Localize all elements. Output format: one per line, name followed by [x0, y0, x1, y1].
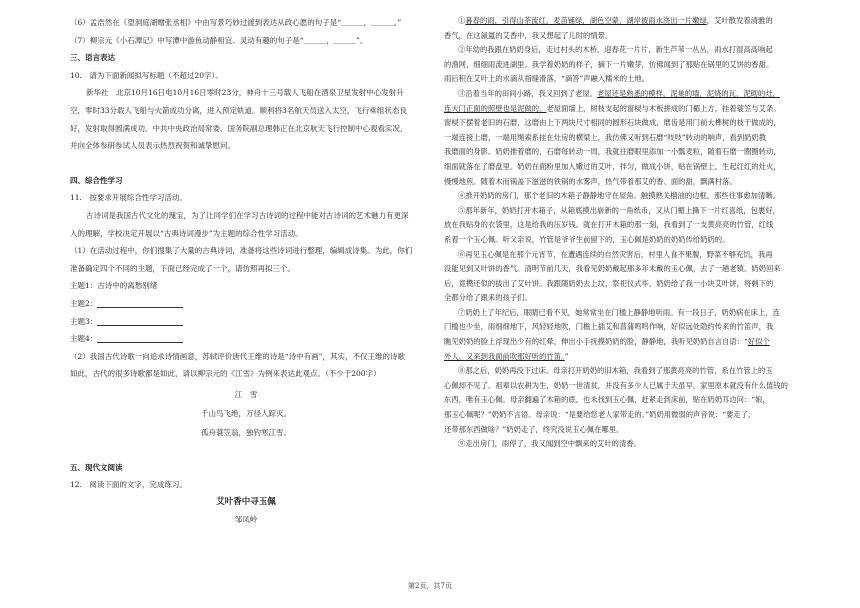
passage-line [444, 72, 816, 87]
paragraph-number: ⑤ [458, 205, 466, 215]
passage-text: 系着一个玉心佩。听父亲说，竹管是爷爷生前留下的，玉心佩是奶奶的奶奶传给奶奶的。 [444, 234, 730, 244]
passage-text: 东西，唯有玉心佩。母亲翻遍了木箱的底，也未找到玉心佩，赶紧走到床前，贴在奶奶耳边问：“娘， [444, 395, 770, 405]
underlined-text: 好似个 [747, 337, 770, 347]
passage-text: 后，竟攒还似的拔出了艾叶饼。我跟随奶奶去上坟，祭祀仪式毕，奶奶给了我一小块艾叶饼，将剩下的 [444, 278, 774, 288]
underlined-text: 连大门正面的照壁也是泥做的。 [444, 103, 547, 113]
essay-title: 艾叶香中寻玉佩 [216, 497, 276, 508]
passage-line [444, 160, 816, 175]
passage-text: 心佩却不见了。祖辈以农耕为生，奶奶一世清贫，并没有多少人已属于天虽早，家里原本就没有什么值钱的 [444, 380, 788, 390]
topic-4-blank[interactable] [97, 332, 183, 343]
passage-text: ，艾叶散发着清雅的 [706, 16, 773, 25]
section-5-heading: 五、现代文阅读 [70, 462, 123, 472]
q11-paragraph-line: 古诗词是我国古代文化的瑰宝，为了让同学们在学习古诗词的过程中能对古诗词的艺术魅力有更深 [86, 210, 409, 220]
passage-line [444, 189, 816, 204]
paragraph-number: ④ [458, 191, 466, 201]
passage-text: 窗棂下摆着老旧的石磨，这磨由上下两块尺寸相同的圆形石块做成，磨齿是用门前大榫树的枝干做成的， [444, 118, 781, 128]
passage-line [444, 29, 816, 44]
passage-line [444, 423, 816, 438]
passage-text: 全都分给了跟来的孩子们。 [444, 293, 532, 303]
question-6: （6）孟浩然在《望洞庭湖赠张丞相》中由写景巧妙过渡到表达从政心愿的句子是“＿＿＿，＿＿＿。” [70, 18, 402, 27]
passage-line [444, 131, 816, 146]
passage-line [444, 320, 816, 335]
underlined-text: 老屋还是熟悉的模样，泥巢的墙，泥烧的瓦，泥砌的灶， [597, 88, 780, 98]
passage-line [444, 291, 816, 306]
poem-line: 孤舟蓑笠翁，独钓寒江雪。 [201, 427, 291, 437]
passage-line [444, 14, 816, 29]
passage-text: 再见玉心佩是在那个元宵节，在遭遇连续的自然灾害后，村里人食不果腹，野菜不够充饥，我再 [465, 249, 773, 259]
passage-text: 细面就落在了磨盘里。奶奶在面粉里加入嫩过的艾叶，拌匀，做成小饼，贴在锅壁上，生起红红的灶火， [444, 161, 781, 171]
topic-2-blank[interactable] [97, 297, 183, 308]
q11-part2-line: （2）我国古代诗歌一向追求诗情画意，苏轼评价唐代王维的诗是“诗中有画”，其实，不仅王维的诗歌 [70, 351, 405, 361]
passage-line [444, 58, 816, 73]
passage-text: 一端连接上磨，一端用绳索系挂在灶房的横梁上，我仿佛又听到石磨“吱吱”转动的响声，看到奶奶教 [444, 132, 767, 142]
passage-line [444, 87, 816, 102]
passage-line [444, 204, 816, 219]
poem-title: 江 雪 [234, 389, 258, 399]
passage-line [444, 277, 816, 292]
q11-part1-line: （1）在活动过程中，你们搜集了大量的古典诗词，准备将这些诗词进行整理，编辑成诗集。为此，你们 [70, 246, 413, 256]
passage-line [444, 350, 816, 365]
news-line: 新华社 北京10月16日电10月16日零时23分，神舟十三号载人飞船在酒泉卫星发射中心发射升 [86, 88, 404, 98]
news-line: 好，发射取得圆满成功。中共中央政治局常委、国务院副总理韩正在北京航天飞行控制中心观看实况， [70, 123, 408, 133]
topic-3-blank[interactable] [97, 315, 183, 326]
topic-3-label: 主题3： [70, 316, 98, 326]
passage-line [444, 175, 816, 190]
paragraph-number: ⑨ [458, 439, 466, 449]
underlined-text: 暮春的雨，引得山茶流红，麦苗铺绿，湖色空蒙，湖岸被雨水浇出一片嫩绿 [465, 16, 707, 25]
passage-text: 我磨面的身影。奶奶推着磨的，石磨每转动一周，我就往磨眼里添加一小瓢麦粒，随着石磨一圈圈转动， [444, 147, 781, 157]
passage-text: 沿着当年的田间小路，我又回到了老屋。 [465, 88, 598, 98]
topic-2-label: 主题2： [70, 298, 98, 308]
news-line: 空，零时33分载人飞船与火箭成功分离，进入预定轨道。顺利将3名航天员送入太空，飞行乘组状态良 [70, 105, 407, 115]
passage-text: 还带那东西做啥？”奶奶走了，终究没说玉心佩在哪里。 [444, 424, 624, 434]
passage-line [444, 408, 816, 423]
topic-1: 主题1：古诗中的离愁别绪 [70, 281, 158, 291]
passage-line [444, 379, 816, 394]
left-column [70, 14, 422, 529]
passage-text: 雨后积在艾叶上的水滴从指缝滑落，“滴答”声融入糯米的土地。 [444, 74, 650, 84]
passage-text: 那玉心佩呢？”奶奶不言语。母亲说：“是要给您老人家带走的。”奶奶用微弱的声音说：“要走了， [444, 410, 756, 420]
q11-part2-line: 如此，古代的很多诗歌都是如此，请以柳宗元的《江雪》为例来表达此观点。（不少于200字） [70, 369, 381, 379]
question-10: 10. 请为下面新闻拟写标题（不超过20字）。 [70, 70, 223, 80]
paragraph-number: ⑦ [458, 307, 466, 317]
passage-text: 香气，在这氤氲的艾香中，我又想起了儿时的情景。 [444, 30, 613, 40]
paragraph-number: ③ [458, 88, 466, 98]
news-line: 并向全体参研参试人员表示热烈祝贺和诚挚慰问。 [70, 141, 235, 151]
passage-line [444, 306, 816, 321]
section-3-heading: 三、语言表达 [70, 53, 115, 63]
passage-text: 瞧见奶奶的脸上浮现出少有的红晕，伸出小手抚摸奶奶的脸，静静地，我听见奶奶自言自语：“ [444, 337, 748, 347]
passage-line [444, 102, 816, 117]
essay-author: 邹凤岭 [234, 515, 258, 525]
page-footer: 第2页，共7页 [408, 582, 452, 590]
underlined-text: 外人，又来到我面前吹那好听的竹笛。 [444, 351, 565, 361]
paragraph-number: ② [458, 45, 466, 55]
passage-text: 那年新年，奶奶打开木箱子，从箱底摸出崭新的一角纸币，又从门楣上撕下一片红喜纸，包裹好， [465, 205, 780, 215]
passage-line [444, 43, 816, 58]
passage-text: 奶奶上了年纪后，眼睛已看不见，她常常坐在门槛上静静地听雨。有一段日子，奶奶病在床上，连 [465, 307, 780, 317]
passage-text: 没能见到又叶饼的香气。清明节前几天，我看见奶奶戴起那多年未戴的玉心佩，去了一趟老镇。奶奶回来 [444, 264, 781, 274]
passage-line [444, 116, 816, 131]
passage-text: 放在我贴身的衣袋里，这是给我的压岁钱。就在打开木箱的那一刻，我看到了一支黄亮亮的竹管，红线 [444, 220, 774, 230]
passage-line [444, 262, 816, 277]
section-4-heading: 四、综合性学习 [70, 175, 123, 185]
passage-line [444, 218, 816, 233]
topic-4-label: 主题4： [70, 334, 98, 344]
passage-line [444, 248, 816, 263]
passage-line [444, 335, 816, 350]
passage-text: 老屋面墙上，树枝支起的窗棂与木板拼成的门楣上方，挂着蓑笠与艾条。 [546, 103, 781, 113]
passage-text: 年幼的我跟在奶奶身后，走过村头的木桥，迎春花一片片，新生芦苇一丛丛，雨水打湿高高响起 [465, 45, 773, 55]
right-column [444, 14, 816, 452]
paragraph-number: ① [458, 16, 466, 25]
q11-paragraph-line: 入的理解，学校决定开展以“古典诗词漫步”为主题的综合性学习活动。 [70, 228, 303, 238]
passage-line [444, 364, 816, 379]
poem-line: 千山鸟飞绝，万径人踪灭。 [201, 408, 291, 418]
passage-text: ” [564, 351, 569, 361]
passage-text: 的渔网，细细雨流进湖里。我学着奶奶的样子，摘下一片嫩芽，仿佛闻到了那贴在锅里的艾饼的香甜。 [444, 59, 774, 69]
topic-2 [70, 295, 422, 313]
q11-part1-line: 准备确定四个不同的主题，下面已经完成了一个，请仿照再拟三个。 [70, 263, 295, 273]
question-11: 11. 按要求开展综合性学习活动。 [70, 193, 187, 203]
passage-text: 那之后，奶奶再没下过床。母亲打开奶奶的旧木箱，我看到了那黄亮亮的竹管，系在竹管上的玉 [465, 366, 773, 376]
passage-text: 走出房门，雨停了，我又闻到空中飘来的艾叶的清香。 [465, 439, 641, 449]
passage-line [444, 393, 816, 408]
topic-4 [70, 330, 422, 348]
question-7: （7）柳宗元《小石潭记》中写潭中游鱼动静相宜、灵动有趣的句子是“＿＿＿，＿＿＿”。 [70, 35, 368, 45]
paragraph-number: ⑧ [458, 366, 466, 376]
passage-line [444, 145, 816, 160]
topic-3 [70, 313, 422, 331]
passage-line [444, 437, 816, 452]
question-12: 12. 阅读下面的文字，完成练习。 [70, 480, 187, 490]
paragraph-number: ⑥ [458, 249, 466, 259]
passage-text: 门槛也少坐，雨细细地下，风轻轻地吹，门檐上插艾和菖蒲鸣鸣作响，好似远处隐约传来的竹笛声，我 [444, 322, 774, 332]
passage-text: 慢慢地煎。随着木而锅盖下滋滋的铁锅的水雾声，热气带着那艾的香、面的甜，飘满村落。 [444, 176, 737, 186]
passage-text: 推开奶奶的房门，那个老旧的木箱子静静地守在屋角。触摸熟关榴油的边框，那些往事愈加清晰。 [465, 191, 780, 201]
passage-line [444, 233, 816, 248]
